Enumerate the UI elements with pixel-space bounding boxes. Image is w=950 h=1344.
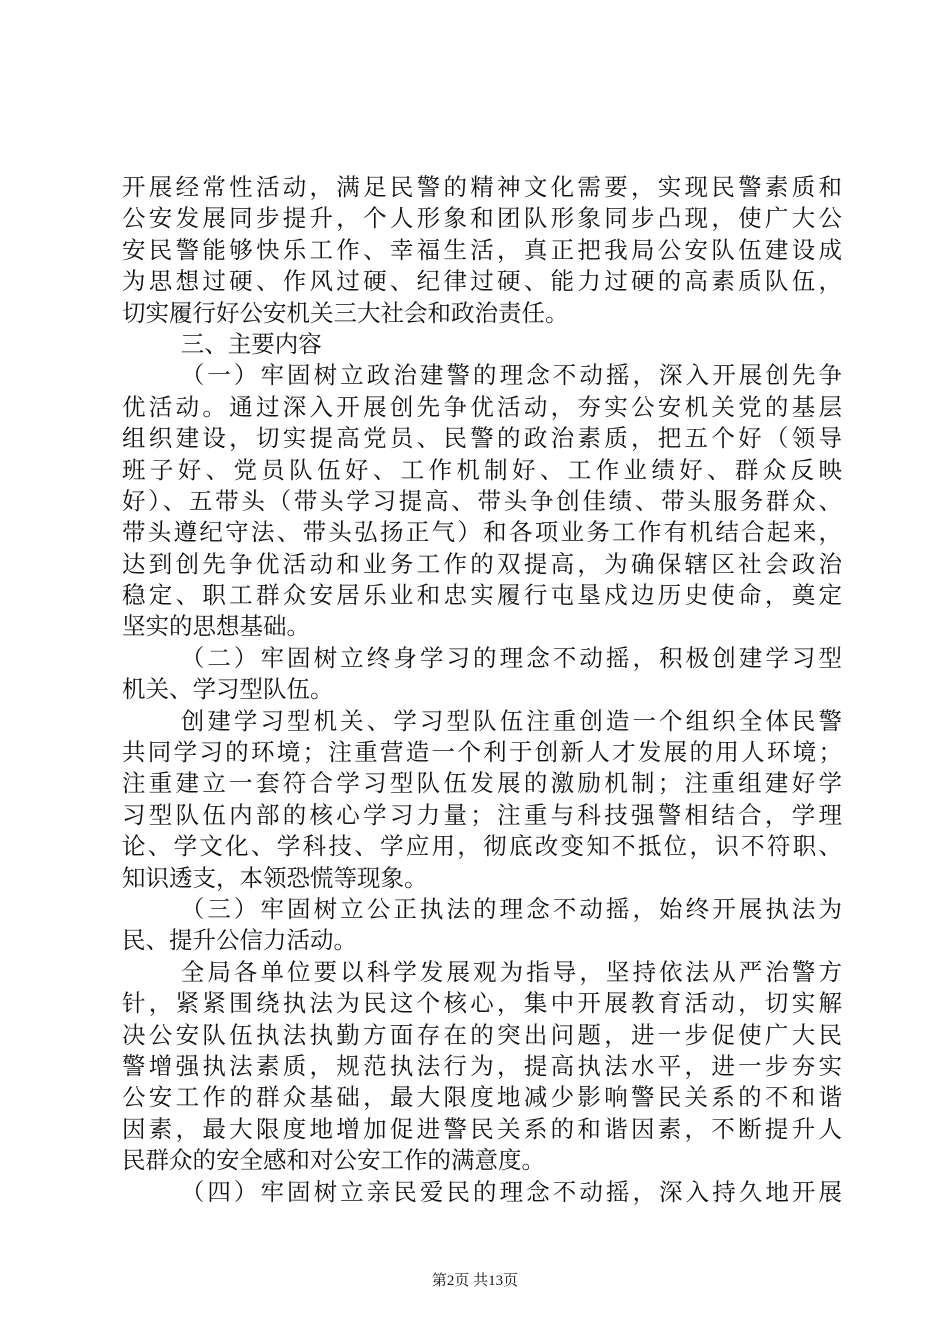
- text-line: 班子好、党员队伍好、工作机制好、工作业绩好、群众反映: [122, 455, 842, 484]
- text-line: 习型队伍内部的核心学习力量；注重与科技强警相结合，学理: [122, 800, 842, 829]
- text-line: 共同学习的环境；注重营造一个利于创新人才发展的用人环境；: [122, 738, 842, 767]
- page-footer: 第2页 共13页: [431, 1273, 519, 1289]
- text-line: 机关、学习型队伍。: [122, 675, 334, 704]
- text-line: 组织建设，切实提高党员、民警的政治素质，把五个好（领导: [122, 424, 842, 453]
- text-line: （三）牢固树立公正执法的理念不动摇，始终开展执法为: [180, 894, 842, 923]
- text-line: 为思想过硬、作风过硬、纪律过硬、能力过硬的高素质队伍，: [122, 267, 842, 296]
- text-line: 坚实的思想基础。: [122, 612, 310, 641]
- text-line: 知识透支，本领恐慌等现象。: [122, 863, 428, 892]
- text-line: 警增强执法素质，规范执法行为，提高执法水平，进一步夯实: [122, 1051, 842, 1080]
- text-line: 因素，最大限度地增加促进警民关系的和谐因素，不断提升人: [122, 1114, 842, 1143]
- text-line: 开展经常性活动，满足民警的精神文化需要，实现民警素质和: [122, 173, 842, 201]
- text-line: 稳定、职工群众安居乐业和忠实履行屯垦戍边历史使命，奠定: [122, 581, 842, 610]
- text-line: 安民警能够快乐工作、幸福生活，真正把我局公安队伍建设成: [122, 235, 842, 264]
- text-line: 针，紧紧围绕执法为民这个核心，集中开展教育活动，切实解: [122, 989, 842, 1018]
- body-text: [122, 172, 842, 1208]
- text-line: 民群众的安全感和对公安工作的满意度。: [122, 1146, 545, 1175]
- text-line: 切实履行好公安机关三大社会和政治责任。: [122, 298, 569, 327]
- text-line: （二）牢固树立终身学习的理念不动摇，积极创建学习型: [180, 643, 842, 672]
- text-line: 达到创先争优活动和业务工作的双提高，为确保辖区社会政治: [122, 549, 842, 578]
- text-line: 全局各单位要以科学发展观为指导，坚持依法从严治警方: [180, 957, 842, 986]
- text-line: 公安工作的群众基础，最大限度地减少影响警民关系的不和谐: [122, 1083, 842, 1112]
- text-line: 民、提升公信力活动。: [122, 926, 357, 955]
- text-line: 带头遵纪守法、带头弘扬正气）和各项业务工作有机结合起来，: [122, 518, 842, 547]
- text-line: 注重建立一套符合学习型队伍发展的激励机制；注重组建好学: [122, 769, 842, 798]
- text-line: 公安发展同步提升，个人形象和团队形象同步凸现，使广大公: [122, 204, 842, 233]
- text-line: （一）牢固树立政治建警的理念不动摇，深入开展创先争: [180, 361, 842, 390]
- text-line: 好）、五带头（带头学习提高、带头争创佳绩、带头服务群众、: [122, 486, 842, 515]
- text-line: 三、主要内容: [180, 329, 322, 358]
- text-line: 决公安队伍执法执勤方面存在的突出问题，进一步促使广大民: [122, 1020, 842, 1049]
- text-line: 创建学习型机关、学习型队伍注重创造一个组织全体民警: [180, 706, 842, 735]
- text-line: （四）牢固树立亲民爱民的理念不动摇，深入持久地开展: [180, 1177, 842, 1206]
- text-line: 论、学文化、学科技、学应用，彻底改变知不抵位，识不符职、: [122, 832, 842, 861]
- text-line: 优活动。通过深入开展创先争优活动，夯实公安机关党的基层: [122, 392, 842, 421]
